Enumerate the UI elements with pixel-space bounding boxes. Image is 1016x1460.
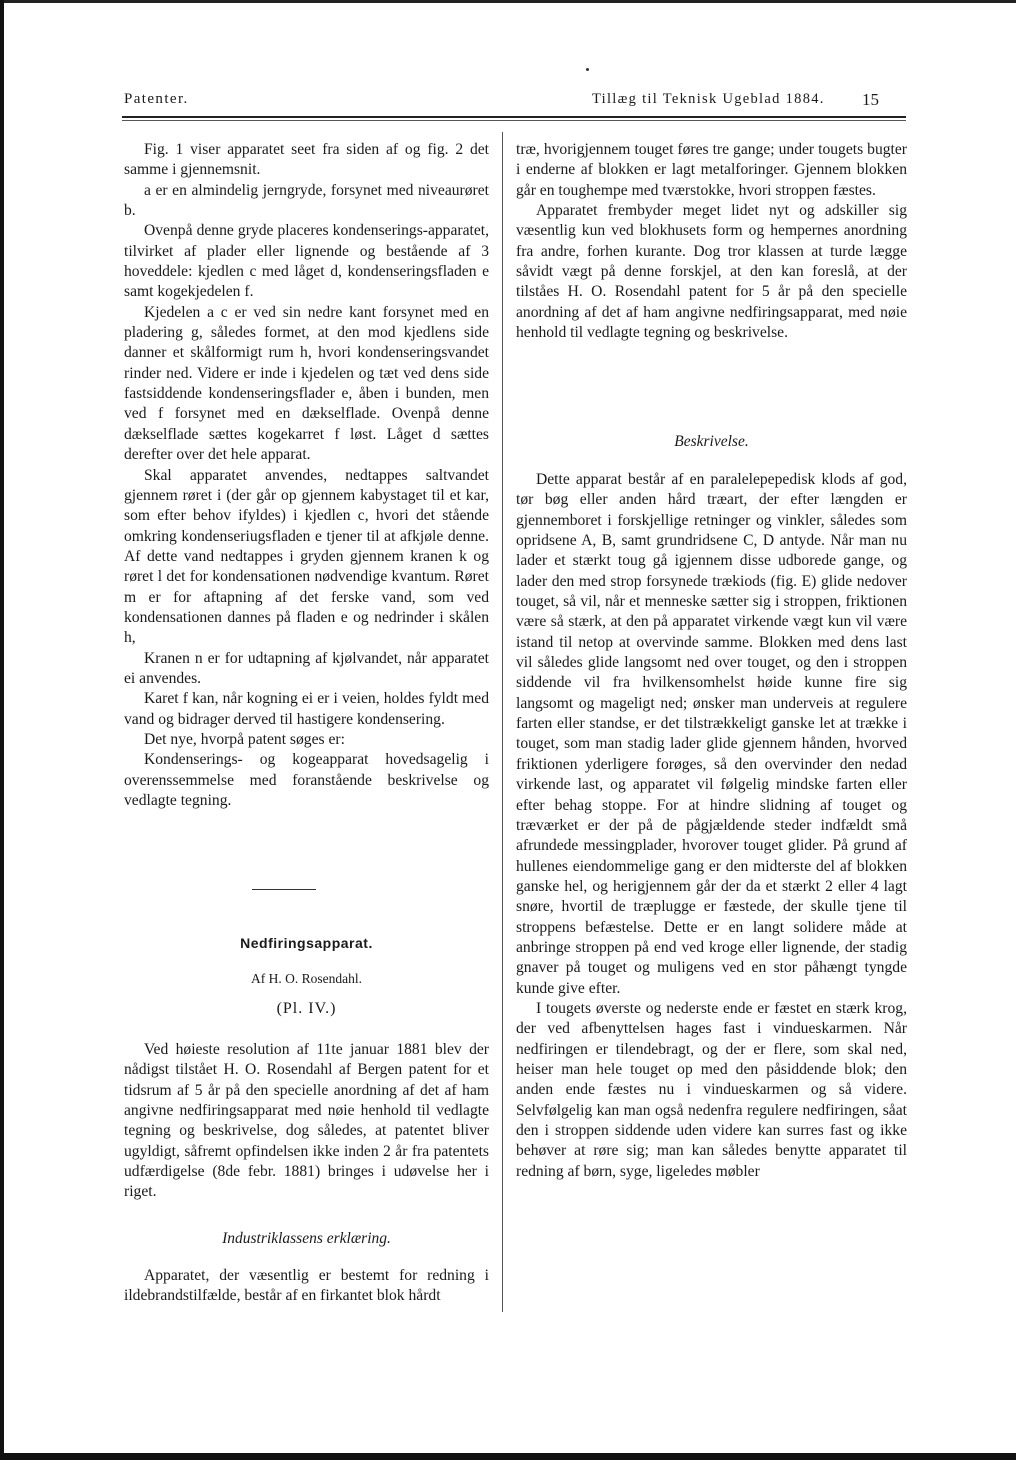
closing-block [124, 1266, 489, 1307]
section-divider [252, 889, 316, 890]
scan-edge-left [0, 0, 4, 1460]
paragraph: Fig. 1 viser apparatet seet fra siden af og fig. 2 det samme i gjennemsnit. [124, 141, 489, 179]
paragraph: træ, hvorigjennem touget føres tre gange; under tougets bugter i enderne af blokken er lagt metalforinger. Gjennem blokken går en toughempe med tværstokke, hvori stroppen fæstes. [516, 141, 907, 199]
scan-edge-top [0, 0, 1016, 3]
subheading-industriklassens: Industriklassens erklæring. [222, 1230, 391, 1247]
paragraph: Dette apparat består af en paralelepepedisk klods af god, tør bøg eller anden hård træart, der efter længden er gjennemboret i forskjellige retninger og vinkler, således som opridsene A, B, samt grundridsene C, D antyde. Når man nu lader et stærkt toug gå igjennem disse udborede gange, og lader den med strop forsynede trækiods (fig. E) glide nedover touget, så vil, når et menneske sætter sig i stroppen, friktionen være så stærk, at den på apparatet virkende vægt kun vil være istand til netop at overvinde samme. Blokken med dens last vil således glide langsomt ned over touget, og den i stroppen siddende vil fra hvilkensomhelst høide kunne fire sig langsomt og mageligt ned; ønsker man underveis at regulere farten eller standse, er det tilstrækkeligt ganske let at trække i touget, som man stadig lader glide gjennem hånden, hvorved friktionen yderligere forøges, så den overvinder den nedad virkende last, og apparatet vil følgelig mindske farten eller efter behag stoppe. For at hindre slidning af touget og træværket er der på de pågjældende steder indfældt små afrundede messingplader, hvorover touget glider. På grund af hullenes eiendommelige gang er den midterste del af blokken ganske hel, og herigjennem går der da et stærkt 2 eller 4 lagt snøre, hvortil de træplugge er fæstede, der skulle tjene til stroppens befæstelse. Dette er en langt solidere måde at anbringe stroppen på end ved kroge eller lignende, der stadig gnaver på touget og muligens ved en stor påhængt tyngde kunde give efter. [516, 471, 907, 997]
left-column [124, 140, 489, 811]
plate-reference: (Pl. IV.) [276, 1000, 337, 1017]
right-column-body [516, 470, 907, 1182]
subheading-beskrivelse: Beskrivelse. [674, 433, 749, 450]
paragraph: a er en almindelig jerngryde, forsynet med niveaurøret b. [124, 181, 489, 220]
scan-speck [586, 68, 589, 71]
right-column-top [516, 140, 907, 343]
paragraph: I tougets øverste og nederste ende er fæstet en stærk krog, der ved afbenyttelsen hages fast i vindueskarmen. Når nedfiringen er tilendebragt, og der er flere, som skal ned, heiser man hele touget op med den påsiddende blok; den anden ende fæstes nu i vindueskarmen og så videre. Selvfølgelig kan man også nedenfra regulere nedfiringen, såat den i stroppen siddende uden videre kan surres fast og ikke behøver at røre sig; man kan således benytte apparatet til redning af børn, syge, ligeledes møbler [516, 999, 907, 1180]
running-header-right: Tillæg til Teknisk Ugeblad 1884. [592, 91, 825, 107]
paragraph: Kondenserings- og kogeapparat hovedsagelig i overenssemmelse med foranstående beskrivelse og vedlagte tegning. [124, 751, 489, 809]
paragraph: Det nye, hvorpå patent søges er: [144, 730, 345, 748]
paragraph: Kranen n er for udtapning af kjølvandet, når apparatet ei anvendes. [124, 649, 489, 687]
paragraph: Karet f kan, når kogning ei er i veien, holdes fyldt med vand og bidrager derved til hastigere kondensering. [124, 690, 489, 728]
paragraph: Apparatet, der væsentlig er bestemt for redning i ildebrandstilfælde, består af en firkantet blok hårdt [124, 1267, 489, 1305]
paragraph: Ovenpå denne gryde placeres kondenserings-apparatet, tilvirket af plader eller lignende og bestående af 3 hoveddele: kjedlen c med låget d, kondenseringsfladen e samt kogekjedelen f. [124, 222, 489, 301]
header-rule-thick [122, 116, 906, 118]
running-header-left: Patenter. [124, 91, 189, 107]
paragraph: Ved høieste resolution af 11te januar 1881 blev der nådigst tilstået H. O. Rosendahl af Bergen patent for et tidsrum af 5 år på den specielle anordning af det af ham angivne nedfiringsapparat med nøie henhold til vedlagte tegning og beskrivelse, dog således, at patentet bliver ugyldigt, såfremt opfindelsen ikke inden 2 år fra patentets udfærdigelse (8de febr. 1881) bringes i udøvelse her i riget. [124, 1041, 489, 1201]
paragraph: Kjedelen a c er ved sin nedre kant forsynet med en pladering g, således formet, at den mod kjedlens side danner et skålformigt rum h, hvori kondenseringsvandet rinder ned. Videre er inde i kjedelen og tæt ved dens side fastsiddende kondenseringsflader e, åben i bunden, men ved f forsynet med en dækselflade. Ovenpå denne dækselflade sættes kogekarret f løst. Låget d sættes derefter over det hele apparat. [124, 303, 489, 464]
paragraph: Apparatet frembyder meget lidet nyt og adskiller sig væsentlig kun ved blokhusets form og hempernes anordning fra andre, forhen kurante. Dog tror klassen at turde lægge såvidt vægt på denne forskjel, at den kan foreslå, at der tilståes H. O. Rosendahl patent for 5 år på den specielle anordning af det af ham angivne nedfiringsapparat, med nøie henhold til vedlagte tegning og beskrivelse. [516, 202, 907, 342]
scan-edge-bottom [0, 1453, 1016, 1460]
article-byline: Af H. O. Rosendahl. [251, 971, 362, 986]
intro-block [124, 1040, 489, 1203]
page-number: 15 [862, 90, 879, 109]
paragraph: Skal apparatet anvendes, nedtappes saltvandet gjennem røret i (der går op gjennem kabystaget til et kar, som efter behov ifyldes) i kjedlen c, hvori det stående omkring kondenseriugsfladen e tjener til at afkjøle denne. Af dette vand nedtappes i gryden gjennem kranen k og røret l det for kondensationen nødvendige kvantum. Røret m er for aftapning af det ferske vand, som ved kondensationen dannes på fladen e og nedrinder i skålen h, [124, 466, 489, 647]
article-title: Nedfiringsapparat. [240, 935, 373, 951]
column-divider [502, 132, 503, 1312]
header-rule-thin [122, 120, 906, 121]
